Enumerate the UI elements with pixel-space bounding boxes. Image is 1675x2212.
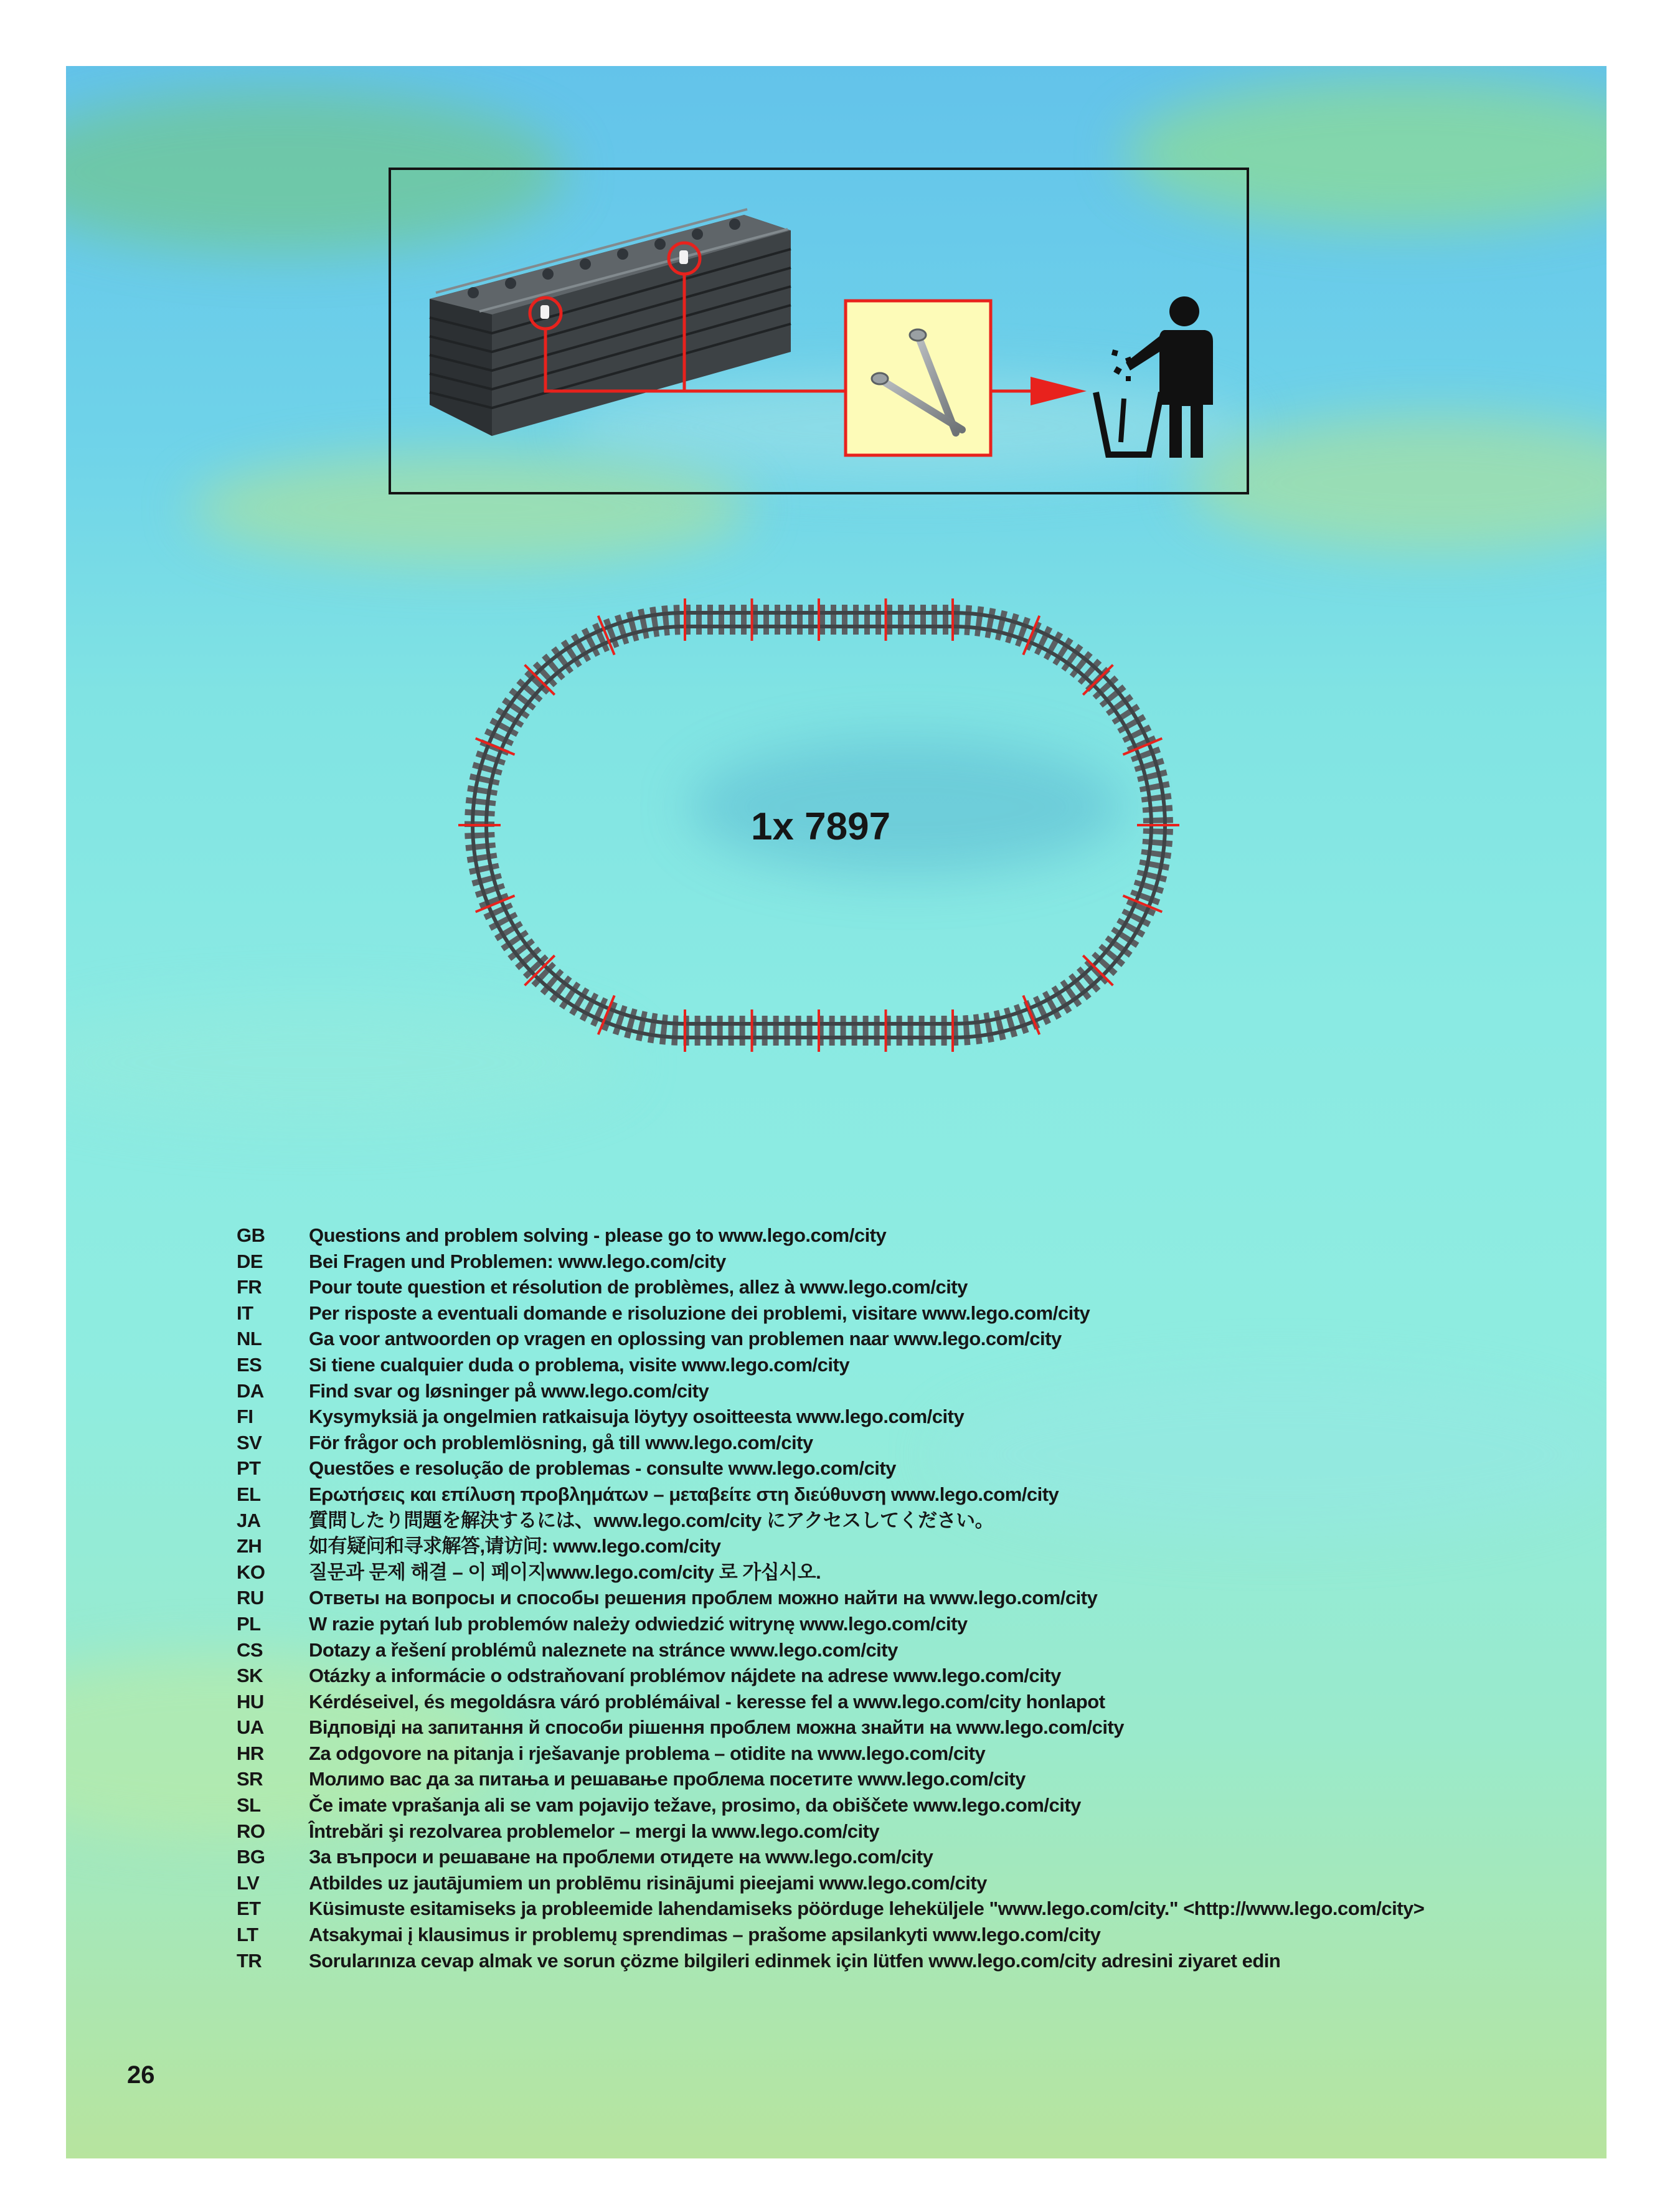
language-code: PT: [237, 1457, 261, 1480]
language-text: Questões e resolução de problemas - consulte www.lego.com/city: [309, 1457, 896, 1480]
language-code: LT: [237, 1924, 258, 1946]
language-text: Atsakymai į klausimus ir problemų sprendimas – prašome apsilankyti www.lego.com/city: [309, 1924, 1101, 1946]
language-code: RO: [237, 1820, 265, 1842]
language-code: FR: [237, 1276, 262, 1298]
language-code: FI: [237, 1406, 253, 1428]
language-code: PL: [237, 1612, 261, 1635]
language-row: [237, 1326, 1424, 1352]
language-row: [237, 1818, 1424, 1845]
language-code: ZH: [237, 1535, 262, 1557]
language-text: Kysymyksiä ja ongelmien ratkaisuja löytyy osoitteesta www.lego.com/city: [309, 1406, 965, 1428]
language-text: Sorularınıza cevap almak ve sorun çözme bilgileri edinmek için lütfen www.lego.com/city adresini ziyaret edin: [309, 1949, 1281, 1972]
language-code: GB: [237, 1224, 265, 1246]
language-code: KO: [237, 1561, 265, 1583]
language-code: IT: [237, 1302, 253, 1324]
language-text: För frågor och problemlösning, gå till www.lego.com/city: [309, 1431, 813, 1453]
language-text: Dotazy a řešení problémů naleznete na stránce www.lego.com/city: [309, 1638, 898, 1661]
page-number: 26: [127, 2061, 155, 2089]
language-code: UA: [237, 1716, 264, 1739]
language-code: SL: [237, 1794, 261, 1817]
language-row: [237, 1533, 1424, 1559]
language-row: [237, 1870, 1424, 1896]
language-code: RU: [237, 1587, 264, 1609]
language-row: [237, 1689, 1424, 1715]
language-row: [237, 1663, 1424, 1689]
language-text: 질문과 문제 해결 – 이 페이지www.lego.com/city 로 가십시오.: [309, 1561, 821, 1583]
language-text: За въпроси и решаване на проблеми отидете на www.lego.com/city: [309, 1846, 933, 1868]
support-languages-table: [237, 1222, 1424, 1973]
track-stack-icon: [430, 209, 791, 436]
language-text: Pour toute question et résolution de problèmes, allez à www.lego.com/city: [309, 1276, 968, 1298]
language-row: [237, 1404, 1424, 1430]
language-code: TR: [237, 1949, 262, 1972]
language-row: [237, 1300, 1424, 1326]
language-text: Find svar og løsninger på www.lego.com/city: [309, 1379, 709, 1402]
language-row: [237, 1482, 1424, 1508]
language-row: [237, 1741, 1424, 1767]
language-text: Bei Fragen und Problemen: www.lego.com/city: [309, 1250, 726, 1272]
language-row: [237, 1792, 1424, 1818]
language-code: DA: [237, 1379, 264, 1402]
language-row: [237, 1222, 1424, 1249]
language-row: [237, 1430, 1424, 1456]
language-row: [237, 1766, 1424, 1792]
language-row: [237, 1637, 1424, 1663]
language-code: NL: [237, 1328, 262, 1350]
language-text: Întrebări şi rezolvarea problemelor – mergi la www.lego.com/city: [309, 1820, 880, 1842]
language-code: DE: [237, 1250, 263, 1272]
language-text: Per risposte a eventuali domande e risoluzione dei problemi, visitare www.lego.com/city: [309, 1302, 1090, 1324]
language-row: [237, 1948, 1424, 1974]
language-text: W razie pytań lub problemów należy odwiedzić witrynę www.lego.com/city: [309, 1612, 968, 1635]
language-text: Otázky a informácie o odstraňovaní problémov nájdete na adrese www.lego.com/city: [309, 1665, 1061, 1687]
language-text: Молимо вас да за питања и решавање проблема посетите www.lego.com/city: [309, 1768, 1026, 1790]
language-code: SK: [237, 1665, 263, 1687]
language-code: EL: [237, 1483, 261, 1505]
language-row: [237, 1896, 1424, 1922]
language-row: [237, 1274, 1424, 1300]
arrow-right-icon: [991, 377, 1087, 405]
language-text: Küsimuste esitamiseks ja probleemide lahendamiseks pöörduge leheküljele "www.lego.com/city." <http://www.lego.com/city>: [309, 1898, 1425, 1920]
language-row: [237, 1844, 1424, 1870]
language-code: CS: [237, 1638, 263, 1661]
language-text: Questions and problem solving - please go to www.lego.com/city: [309, 1224, 887, 1246]
language-text: Si tiene cualquier duda o problema, visite www.lego.com/city: [309, 1353, 850, 1376]
language-code: ES: [237, 1353, 262, 1376]
language-code: HU: [237, 1690, 264, 1713]
language-code: SV: [237, 1431, 262, 1453]
language-text: Če imate vprašanja ali se vam pojavijo težave, prosimo, da obiščete www.lego.com/city: [309, 1794, 1081, 1817]
language-row: [237, 1714, 1424, 1741]
language-text: Kérdéseivel, és megoldásra váró problémáival - keresse fel a www.lego.com/city honlapot: [309, 1690, 1105, 1713]
language-code: LV: [237, 1871, 260, 1894]
language-code: ET: [237, 1898, 261, 1920]
language-text: Ответы на вопросы и способы решения проблем можно найти на www.lego.com/city: [309, 1587, 1098, 1609]
language-row: [237, 1455, 1424, 1482]
language-code: HR: [237, 1742, 264, 1764]
language-text: Atbildes uz jautājumiem un problēmu risinājumi pieejami www.lego.com/city: [309, 1871, 987, 1894]
language-row: [237, 1508, 1424, 1534]
track-quantity-label: 1x 7897: [750, 805, 891, 848]
language-row: [237, 1378, 1424, 1404]
language-code: BG: [237, 1846, 265, 1868]
language-text: 質問したり問題を解決するには、www.lego.com/city にアクセスしてください。: [309, 1509, 994, 1531]
language-code: JA: [237, 1509, 261, 1531]
language-text: Відповіді на запитання й способи рішення проблем можна знайти на www.lego.com/city: [309, 1716, 1125, 1739]
person-icon: [1126, 296, 1213, 458]
language-row: [237, 1922, 1424, 1948]
language-text: Ερωτήσεις και επίλυση προβλημάτων – μεταβείτε στη διεύθυνση www.lego.com/city: [309, 1483, 1059, 1505]
language-row: [237, 1559, 1424, 1586]
pin-icon: [846, 301, 991, 455]
language-text: Ga voor antwoorden op vragen en oplossing van problemen naar www.lego.com/city: [309, 1328, 1062, 1350]
language-row: [237, 1249, 1424, 1275]
language-row: [237, 1611, 1424, 1637]
language-text: 如有疑问和寻求解答,请访问: www.lego.com/city: [309, 1535, 721, 1557]
language-row: [237, 1352, 1424, 1378]
language-row: [237, 1585, 1424, 1611]
language-code: SR: [237, 1768, 263, 1790]
language-text: Za odgovore na pitanja i rješavanje problema – otidite na www.lego.com/city: [309, 1742, 986, 1764]
